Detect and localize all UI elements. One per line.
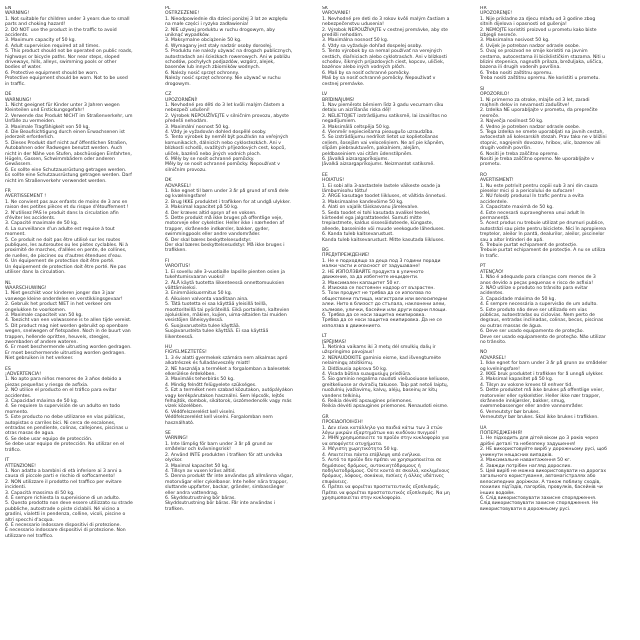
- warning-item: 5. Dit product mag niet worden gebruikt op openbare wegen, snelwegen of fietspaden. Noch in de buurt van trappen, hellende opritten, heuvels, steegjes, zwembaden of andere wateren.: [5, 323, 131, 345]
- warning-section-lv: [322, 92, 450, 168]
- warning-section-es: [5, 367, 133, 454]
- language-code: NL: [5, 280, 11, 286]
- warning-item: 5. Este produto não deve ser utilizado em vias públicas, autoestradas ou ciclovias. Nem perto de degraus, entradas inclinadas, colinas, becos, piscinas ou outras massas de água.: [480, 307, 604, 329]
- language-code: HU: [165, 344, 172, 350]
- warning-title: UPOZORENJE!: [480, 11, 513, 17]
- warning-item: 2. НЕ ИЗПОЛЗВАЙТЕ продукта в уличното движение, за да избегнете инциденти.: [322, 269, 424, 281]
- warning-item: 4. Tillsyn av vuxen krävs alltid.: [165, 468, 236, 474]
- warning-item: 1. Ikke egnet for barn under 3 år på grunn av smådeler og kvelningsfare!: [480, 361, 608, 372]
- warning-title: AVERTISMENT!: [480, 178, 514, 184]
- warning-item: 4. Uvijek je potreban nadzor odrasle osobe.: [480, 43, 581, 49]
- warning-item: 5. Αυτό το προϊόν δεν πρέπει να χρησιμοποιείται σε δημόσιους δρόμους, αυτοκινητόδρομους ή ποδηλατοδρόμους. Ούτε κοντά σε σκαλιά, κεκλιμένους δρόμους, λόφους, σοκάκια, πισίνες ή άλλες υδάτινες επιφάνειες.: [322, 458, 450, 485]
- warning-item: 4. Изисква се постоянен надзор от възрастен.: [322, 285, 435, 291]
- warning-summary: Należy nosić sprzęt ochronny. Nie używać w ruchu drogowym.: [165, 76, 281, 87]
- warning-item: 1. Inte lämplig för barn under 3 år på grund av smådelar och kvävningsrisk!: [165, 441, 273, 453]
- warning-section-dk: [165, 178, 293, 254]
- warning-item: 6. Er moet beschermende uitrusting worden gedragen.: [5, 345, 132, 351]
- warning-summary: Védőfelszerelést kell viselni. Forgalomban nem használható.: [165, 415, 273, 426]
- warning-title: ПРЕДУПРЕЖДЕНИЕ!: [322, 253, 370, 259]
- language-code: LV: [322, 92, 328, 98]
- language-code: LT: [322, 334, 327, 340]
- label-column-4: [480, 6, 608, 634]
- warning-title: AVERTISSEMENT !: [5, 194, 47, 200]
- warning-item: 3. Capacità massima di 50 kg.: [5, 490, 75, 496]
- warning-item: 6. Védőfelszerelést kell viselni.: [165, 409, 236, 415]
- warning-item: 5. Denna produkt får inte användas på allmänna vägar, motorvägar eller cykelbanor. Inte heller nära trappor, sluttande uppfarter, backar, gränder, simbassänger eller andra vattendrag.: [165, 474, 293, 496]
- warning-section-bg: [322, 248, 450, 329]
- warning-title: ¡ADVERTENCIA!: [5, 372, 42, 377]
- warning-item: 6. Mali by sa nosiť ochranné pomôcky.: [322, 70, 410, 76]
- warning-item: 1. Ni primerno za otroke, mlajše od 3 let, zaradi majhnih delov in nevarnosti zadušitve!: [480, 97, 590, 108]
- warning-title: HOIATUS!: [322, 178, 345, 184]
- warning-summary: Verneutstyr bør brukes. Skal ikke brukes i trafikken.: [480, 415, 599, 421]
- warning-title: ATENÇÃO!: [480, 269, 504, 275]
- warning-summary: Πρέπει να φοριέται προστατευτικός εξοπλισμός. Να μη χρησιμοποιείται στην κυκλοφορία.: [322, 490, 450, 501]
- warning-item: 2. Výrobok NEPOUŽÍVAJTE v cestnej premávke, aby ste predišli nehodám.: [322, 27, 448, 39]
- warning-item: 2. ÄLÄ käytä tuotetta liikenteessä onnettomuuksien välttämiseksi.: [165, 280, 285, 291]
- warning-item: 6. Se debe usar equipo de protección.: [5, 436, 93, 442]
- warning-item: 1. Nevhodné pre deti do 3 rokov kvôli malým častiam a nebezpečenstvu udusenia!: [322, 16, 450, 28]
- warning-item: 4. Este necesară supravegherea unui adult în permanență.: [480, 210, 585, 222]
- warning-item: 2. Izdelka NE uporabljajte v prometu, da preprečite nesreče.: [480, 108, 598, 119]
- warning-section-fr: [5, 189, 133, 276]
- warning-section-nl: [5, 281, 133, 362]
- warning-summary: Jāvalkā aizsargaprīkojums. Neizmantot satiksmē.: [322, 162, 435, 168]
- warning-item: 5. Tento výrobok by sa nemal používať na verejných cestách, diaľniciach alebo cyklotrasách. Ani v blízkosti schodov, šikmých príjazdových ciest, kopcov, uličiek, bazénov alebo iných vodných plôch.: [322, 49, 447, 71]
- language-code: SE: [165, 431, 171, 437]
- warning-item: 4. Завжди потрібен нагляд дорослих.: [480, 463, 572, 469]
- warning-item: 2. NE használja a terméket a forgalomban a balesetek elkerülése érdekében.: [165, 366, 290, 377]
- warning-summary: È necessario indossare dispositivi di protezione. Non utilizzare nel traffico.: [5, 528, 126, 539]
- warning-title: VARNING!: [165, 436, 188, 442]
- warning-title: VAROVANIE!: [322, 11, 351, 17]
- warning-item: 4. Alati on vajalik täiskasvanu järelevalve.: [322, 205, 419, 211]
- warning-item: 1. Nu este potrivit pentru copiii sub 3 ani din cauza pieselor mici și a pericolului de sufocare!: [480, 183, 598, 194]
- warning-item: 6. Deve ser usado equipamento de proteção.: [480, 329, 584, 335]
- warning-item: 1. Non adatto a bambini di età inferiore ai 3 anni a causa di piccole parti e rischio di soffocamento!: [5, 468, 122, 480]
- warning-item: 3. Maximale Tragfähigkeit von 50 kg.: [5, 124, 90, 130]
- warning-section-hu: [165, 345, 293, 426]
- warning-item: 1. Not suitable for children under 3 years due to small parts and choking hazard!: [5, 16, 130, 28]
- language-code: EN: [5, 6, 12, 11]
- warning-item: 3. Maksimaalne kandevõime 50 kg.: [322, 199, 404, 205]
- warning-item: 6. Protective equipment should be worn.: [5, 70, 99, 76]
- language-code: EE: [322, 172, 328, 178]
- warning-item: 1. Nije prikladno za djecu mlađu od 3 godine zbog sitnih dijelova i opasnosti od gušenja!: [480, 16, 596, 28]
- warning-item: 3. Maksimālā celtspēja 50 kg.: [322, 124, 391, 130]
- warning-section-ua: [480, 426, 608, 513]
- language-code: SK: [322, 6, 328, 11]
- warning-item: 4. Wymagany jest stały nadzór osoby dorosłej.: [165, 43, 273, 49]
- warning-title: FIGYELMEZTETÉS!: [165, 350, 207, 356]
- warning-summary: Der skal bæres beskyttelsesudstyr. Må ikke bruges i trafikken.: [165, 243, 285, 254]
- warning-summary: Protective equipment should be worn. Not to be used in traffic.: [5, 76, 128, 87]
- language-code: HR: [480, 6, 487, 11]
- warning-item: 1. Nav piemērots bērniem līdz 3 gadu vecumam sīku detaļu un aizrīšanās riska dēļ!: [322, 102, 444, 114]
- warning-item: 5. Questo prodotto non deve essere utilizzato su strade pubbliche, autostrade o piste ciclabili. Né vicino a gradini, vialetti in pendenza, colline, vicoli, piscine o altri specchi d'acqua.: [5, 501, 133, 523]
- warning-item: 5. Dieses Produkt darf nicht auf öffentlichen Straßen, Autobahnen oder Radwegen benutzt werden. Auch nicht in der Nähe von Stufen, abschüssigen Einfahrten, Hügeln, Gassen, Schwimmbädern oder anderen Gewässern.: [5, 140, 132, 168]
- warning-item: 4. Visada būtina suaugusiųjų priežiūra.: [322, 372, 412, 377]
- label-column-2: [165, 6, 293, 634]
- warning-item: 3. Največja nosilnost 50 kg.: [480, 119, 544, 125]
- warning-item: 4. Vienmēr nepieciešama pieaugušo uzraudzība.: [322, 129, 434, 135]
- warning-item: 5. Tätä tuotetta ei saa käyttää yleisillä teillä, moottoriteillä tai pyöräteillä. Eikä portaiden, kaltevien ajoluiskien, mäkien, kujien, uima-altaiden tai muiden vesistöjen läheisyydessä.: [165, 302, 290, 324]
- warning-item: 6. Należy nosić sprzęt ochronny.: [165, 70, 240, 76]
- warning-item: 6. Jāvalkā aizsargaprīkojums.: [322, 156, 389, 162]
- warning-item: 6. Un équipement de protection doit être porté.: [5, 259, 115, 265]
- warning-summary: Reikia dėvėti apsaugines priemones. Nenaudoti eisme.: [322, 404, 449, 410]
- warning-item: 6. Reikia dėvėti apsaugines priemones.: [322, 399, 413, 405]
- warning-item: 1. Ei sobi alla 3-aastastele lastele väikeste osade ja lämbumisohu tõttu!: [322, 183, 441, 194]
- warning-summary: Trebuie purtat echipament de protecție. A nu se utiliza în trafic.: [480, 248, 606, 259]
- warning-item: 1. Nevhodné pro děti do 3 let kvůli malým částem a nebezpečí udušení!: [165, 102, 285, 114]
- warning-section-no: [480, 350, 608, 420]
- warning-item: 4. Mindig felnőtt felügyelete szükséges.: [165, 382, 257, 388]
- warning-title: WAARSCHUWING!: [5, 285, 47, 291]
- language-code: NO: [480, 350, 488, 356]
- warning-item: 4. Aikuisen valvonta vaaditaan aina.: [165, 296, 249, 302]
- warning-item: 5. Цей виріб не можна використовувати на дорогах загального користування, автомагістралях або велосипедних доріжках. А також поблизу сходів, похилих під'їздів, пагорбів, провулків, басейнів чи інших водойм.: [480, 468, 607, 496]
- warning-item: 1. Nieodpowiednie dla dzieci poniżej 3 lat ze względu na małe części i ryzyko zadławienia!: [165, 16, 288, 28]
- warning-item: 4. È sempre richiesta la supervisione di un adulto.: [5, 495, 121, 501]
- warning-item: 4. Απαιτείται πάντα επίβλεψη από ενήλικα.: [322, 452, 422, 458]
- warning-item: 2. IKKE bruk produktet i trafikken for å unngå ulykker.: [480, 372, 604, 377]
- warning-section-fi: [165, 259, 293, 340]
- warning-title: ĮSPĖJIMAS!: [322, 339, 347, 345]
- warning-title: ADVARSEL!: [165, 183, 192, 189]
- warning-item: 6. Suojavarusteita tulee käyttää.: [165, 323, 241, 329]
- language-code: PL: [165, 6, 171, 11]
- warning-item: 4. Der kræves altid opsyn af en voksen.: [165, 210, 257, 216]
- warning-section-ro: [480, 173, 608, 260]
- warning-section-lt: [322, 334, 450, 410]
- warning-title: ATTENZIONE!: [5, 463, 36, 469]
- warning-item: 1. 3 év alatti gyermekek számára nem alkalmas apró alkatrészek és fulladásveszély miatt!: [165, 355, 288, 367]
- language-code: DK: [165, 178, 172, 184]
- warning-item: 5. Този продукт не трябва да се използва по обществени пътища, магистрали или велосипедни алеи. Нито в близост до стъпала, наклонени алеи, хълмове, улички, басейни или други водни площи.: [322, 291, 448, 313]
- warning-item: 6. Trebuie purtat echipament de protecție.: [480, 243, 578, 249]
- warning-item: 2. Använd INTE produkten i trafiken för att undvika olyckor.: [165, 452, 283, 464]
- warning-item: 6. Kanda tuleb kaitsevarustust.: [322, 232, 394, 238]
- warning-item: 6. Nositi je treba zaščitno opremo.: [480, 151, 559, 157]
- warning-item: 3. Maksimal kapacitet på 50 kg.: [165, 205, 239, 211]
- warning-item: 1. Δεν είναι κατάλληλο για παιδιά κάτω των 3 ετών λόγω μικρών εξαρτημάτων και κινδύνου πνιγμού!: [322, 425, 443, 437]
- warning-section-gr: [322, 415, 450, 502]
- warning-section-de: [5, 92, 133, 184]
- warning-summary: Nositi je treba zaščitno opremo. Ne uporabljajte v prometu.: [480, 156, 594, 168]
- warning-summary: Skyddsutrustning bör bäras. Får inte användas i trafiken.: [165, 501, 276, 512]
- warning-item: 3. Capacidade máxima de 50 kg.: [480, 296, 556, 302]
- warning-section-it: [5, 458, 133, 539]
- warning-title: OPOZORILO!: [480, 92, 510, 98]
- language-code: FR: [5, 189, 11, 194]
- warning-item: 2. Verwende das Produkt NICHT im Straßenverkehr, um Unfälle zu vermeiden.: [5, 113, 133, 125]
- warning-summary: Měly by se nosit ochranné pomůcky. Nepoužívat v silničním provozu.: [165, 162, 280, 173]
- warning-summary: Слід використовувати захисне спорядження. Не використовувати в дорожньому русі.: [480, 501, 599, 512]
- warning-section-en: [5, 6, 133, 87]
- warning-summary: Es sollte eine Schutzausrüstung getragen werden. Darf nicht im Straßenverkehr verwendet werden.: [5, 173, 132, 184]
- warning-item: 1. Ikke egnet til børn under 3 år på grund af små dele og kvælningsfare!: [165, 189, 289, 200]
- warning-item: 2. NO utilice el producto en el tráfico para evitar accidentes.: [5, 388, 117, 399]
- warning-item: 1. Não é adequado para crianças com menos de 3 anos devido a peças pequenas e risco de asfixia!: [480, 275, 596, 286]
- warning-item: 5. Este producto no debe utilizarse en vías públicas, autopistas o carriles bici. Ni cerca de escalones, entradas en pendiente, colinas, callejones, piscinas u otras masas de agua.: [5, 415, 128, 437]
- warning-item: 2. NENAUDOKITE gaminio eisme, kad išvengtumėte nelaimingų atsitikimų.: [322, 355, 441, 367]
- warning-summary: Treba nositi zaštitnu opremu. Ne koristiti u prometu.: [480, 76, 600, 82]
- warning-summary: Mali by sa nosiť ochranné pomôcky. Nepoužívať v cestnej premávke.: [322, 76, 436, 87]
- warning-item: 5. Ce produit ne doit pas être utilisé sur les routes publiques, les autoroutes ou les pistes cyclables. Ni à proximité de marches, d'allées en pente, de collines, de ruelles, de piscines ou d'autres étendues d'eau.: [5, 237, 128, 259]
- warning-item: 3. Maximum capacity of 50 kg.: [5, 38, 77, 44]
- warning-section-sk: [322, 6, 450, 87]
- warning-title: ΠΡΟΕΙΔΟΠΟΙΗΣΗ!: [322, 420, 363, 426]
- warning-section-si: [480, 87, 608, 168]
- warning-summary: Er moet beschermende uitrusting worden gedragen. Niet gebruiken in het verkeer.: [5, 350, 126, 362]
- warning-summary: Deve ser usado equipamento de proteção. Não utilizar no trânsito.: [480, 334, 606, 345]
- warning-item: 1. Niet geschikt voor kinderen jonger dan 3 jaar vanwege kleine onderdelen en verstikkingsgevaar!: [5, 291, 123, 302]
- warning-item: 4. Vždy sa vyžaduje dohľad dospelej osoby.: [322, 43, 422, 49]
- warning-item: 2. Brug IKKE produktet i trafikken for at undgå ulykker.: [165, 199, 291, 205]
- warning-section-cz: [165, 92, 293, 173]
- warning-title: WARNUNG!: [5, 97, 32, 103]
- warning-item: 5. Ovaj se proizvod ne smije koristiti na javnim cestama, autocestama ili biciklističkim stazama. Niti u blizini stepenica, nagnutih prilaza, brežuljaka, uličica, bazena ili drugih vodenih površina.: [480, 49, 605, 71]
- warning-item: 4. Vedno je potreben nadzor odrasle osebe.: [480, 124, 581, 130]
- warning-item: 4. Die Beaufsichtigung durch einen Erwachsenen ist jederzeit erforderlich.: [5, 129, 125, 141]
- warning-item: 3. Μέγιστη χωρητικότητα 50 kg.: [322, 447, 399, 453]
- warning-item: 4. La surveillance d'un adulte est requise à tout moment.: [5, 226, 115, 238]
- warning-item: 2. NELIETOJIET izstrādājumu satiksmē, lai izvairītos no negadījumiem.: [322, 113, 447, 125]
- language-code: RO: [480, 172, 487, 178]
- warning-item: 3. Capacidad máxima de 50 kg.: [5, 399, 79, 405]
- warning-item: 6. Verneutstyr bør brukes.: [480, 409, 540, 415]
- warning-summary: Kanda tuleb kaitsevarustust. Mitte kasutada liikluses.: [322, 237, 445, 243]
- warning-item: 3. Capacité maximale de 50 kg.: [5, 221, 79, 227]
- warning-item: 5. Acest produs nu trebuie utilizat pe drumuri publice, autostrăzi sau piste pentru biciclete. Nici în apropierea treptelor, aleilor în pantă, dealurilor, aleilor, piscinelor sau a altor întinderi de apă.: [480, 221, 606, 243]
- warning-item: 4. Toezicht van een volwassene is te allen tijde vereist.: [5, 318, 132, 324]
- warning-item: 1. Не підходить для дітей віком до 3 років через дрібні деталі та небезпеку задушення!: [480, 436, 599, 447]
- warning-item: 3. Maximální nosnost 50 kg.: [165, 124, 230, 130]
- warning-item: 5. Ezt a terméket nem szabad közutakon, autópályákon vagy kerékpárutakon használni. Sem lépcsők, lejtős felhajtók, dombok, sikátorok, úszómedencék vagy más vizek közelében.: [165, 388, 293, 410]
- warning-item: 6. Es sollte eine Schutzausrüstung getragen werden.: [5, 167, 127, 173]
- warning-item: 2. ÄRGE kasutage toodet liikluses, et vältida õnnetusi.: [322, 194, 447, 200]
- warning-item: 1. Nicht geeignet für Kinder unter 3 Jahren wegen Kleinteilen und Erstickungsgefahr!: [5, 102, 120, 114]
- warning-title: UPOZORNĚNÍ!: [165, 97, 198, 103]
- warning-item: 6. È necessario indossare dispositivi di protezione.: [5, 522, 121, 528]
- warning-item: 5. Dette produkt må ikke bruges på offentlige veje, motorveje eller cykelstier. Heller ikke i nærheden af trapper, skrånende indkørsler, bakker, gyder, swimmingpools eller andre vandområder.: [165, 216, 284, 238]
- warning-item: 1. Не е подходящо за деца под 3 години поради малки части и опасност от задушаване!: [322, 258, 441, 270]
- warning-item: 3. Maximális teherbírás 50 kg.: [165, 377, 235, 383]
- warning-item: 5. Šo izstrādājumu nedrīkst lietot uz koplietošanas ceļiem, šosejām vai veloceliņiem. Ne arī pie kāpnēm, slīpām piebrauktuvēm, pakalniem, alejām, peldbaseiniem vai citām ūdenstilpnēm.: [322, 135, 445, 157]
- warning-item: 5. Dette produktet må ikke brukes på offentlige veier, motorveier eller sykkelstier. Heller ikke nær trapper, skrånende innkjørsler, bakker, smug, svømmebassenger eller andre vannområder.: [480, 388, 604, 410]
- warning-item: 3. Maximal kapacitet 50 kg.: [165, 463, 229, 469]
- warning-item: 2. NEMOJTE koristiti proizvod u prometu kako biste izbjegli nesreće.: [480, 27, 597, 39]
- warning-item: 2. NIE używaj produktu w ruchu drogowym, aby uniknąć wypadków.: [165, 27, 275, 39]
- warning-item: 4. Tilsyn av voksne kreves til enhver tid.: [480, 382, 573, 388]
- warning-item: 3. Maksimal kapasitet på 50 kg.: [480, 377, 554, 383]
- language-code: ES: [5, 366, 11, 372]
- warning-item: 6. Skyddsutrustning bör bäras.: [165, 495, 236, 501]
- warning-item: 5. Tento výrobek by neměl být používán na veřejných komunikacích, dálnicích nebo cyklostezkách. Ani v blízkosti schodů, svažitých příjezdových cest, kopců, uliček, bazénů nebo jiných vodních ploch.: [165, 135, 289, 157]
- warning-title: ADVARSEL!: [480, 355, 507, 361]
- warning-title: ПОПЕРЕДЖЕННЯ!: [480, 431, 523, 437]
- warning-item: 1. Netinka vaikams iki 3 metų dėl smulkių dalių ir užspringimo pavojaus!: [322, 344, 436, 356]
- warning-item: 2. NON utilizzare il prodotto nel traffico per evitare incidenti.: [5, 479, 122, 491]
- warning-item: 1. No apto para niños menores de 3 años debido a piezas pequeñas y riesgo de asfixia.: [5, 377, 122, 388]
- warning-section-pl: [165, 6, 293, 87]
- warning-item: 5. Seda toodet ei tohi kasutada avalikel teedel, kiirteedel ega jalgrattateedel. Samuti mitte trepiastmete, kaldus sissesõiduteede, küngaste, alleede, basseinide või muude veekogude läheduses.: [322, 210, 445, 232]
- warning-item: 4. Vždy je vyžadován dohled dospělé osoby.: [165, 129, 267, 135]
- warning-item: 5. This product should not be operated on public roads, highways or bicycle paths. Nor near steps, sloped driveways, hills, alleys, swimming pools or other bodies of water.: [5, 49, 133, 71]
- warning-item: 2. Gebruik het product NIET in het verkeer om ongelukken te voorkomen.: [5, 302, 112, 313]
- warning-item: 2. DO NOT use the product in the traffic to avoid accidents.: [5, 27, 117, 39]
- warning-item: 2. ΜΗΝ χρησιμοποιείτε το προϊόν στην κυκλοφορία για να αποφύγετε ατυχήματα.: [322, 436, 449, 447]
- language-code: DE: [5, 92, 12, 98]
- warning-summary: Трябва да се носи защитна екипировка. Да не се използва в движението.: [322, 318, 442, 329]
- warning-item: 6. Der skal bæres beskyttelsesudstyr.: [165, 237, 252, 243]
- warning-item: 3. Capacitate maximă de 50 kg.: [480, 205, 554, 211]
- warning-item: 5. Tega izdelka ne smete uporabljati na javnih cestah, avtocestah ali kolesarskih stezah. Prav tako ne v bližini stopnic, nagnjenih dovozov, hribov, ulic, bazenov ali drugih vodnih površin.: [480, 129, 607, 152]
- label-column-1: [5, 6, 133, 634]
- warning-item: 3. Didžiausia apkrova 50 kg.: [322, 366, 388, 372]
- warning-section-se: [165, 431, 293, 512]
- warning-item: 3. Максимальне навантаження 50 кг.: [480, 458, 572, 464]
- warning-item: 2. N'utilisez PAS le produit dans la circulation afin d'éviter les accidents.: [5, 210, 119, 222]
- warning-item: 3. Maksymalne obciążenie 50 kg.: [165, 38, 242, 44]
- warning-item: 1. Ne convient pas aux enfants de moins de 3 ans en raison des petites pièces et du risque d'étouffement !: [5, 199, 129, 211]
- warning-item: 3. Enimmäiskuormitus 50 kg.: [165, 291, 233, 297]
- warning-item: 4. Adult supervision required at all times.: [5, 43, 100, 49]
- warning-item: 2. NÃO utilize o produto no trânsito para evitar acidentes.: [480, 285, 588, 297]
- warning-summary: Se debe usar equipo de protección. No utilizar en el tráfico.: [5, 442, 125, 453]
- warning-item: 5. Šio gaminio negalima naudoti viešuosiuose keliuose, greitkeliuose ar dviračių takuose. Taip pat netoli laiptų, nuožulnių įvažiavimų, kalvų, alėjų, baseinų ar kitų vandens telkinių.: [322, 377, 450, 399]
- warning-summary: Suojavarusteita tulee käyttää. Ei saa käyttää liikenteessä.: [165, 329, 269, 340]
- language-code: PT: [480, 264, 486, 270]
- language-code: UA: [480, 425, 487, 431]
- warning-item: 3. Maximálna nosnosť 50 kg.: [322, 38, 389, 44]
- warning-item: 2. НЕ використовуйте виріб у дорожньому русі, щоб уникнути нещасних випадків.: [480, 447, 607, 458]
- label-column-3: [322, 6, 450, 634]
- warning-item: 3. Maximale capaciteit van 50 kg.: [5, 312, 83, 318]
- warning-item: 3. Maksimalna nosivost 50 kg.: [480, 38, 550, 44]
- warning-item: 6. Πρέπει να φοριέται προστατευτικός εξοπλισμός.: [322, 485, 441, 491]
- language-code: SI: [480, 86, 485, 92]
- warning-item: 6. Treba nositi zaštitnu opremu.: [480, 70, 553, 76]
- warning-section-pt: [480, 264, 608, 345]
- language-code: BG: [322, 248, 329, 254]
- warning-title: OSTRZEŻENIE!: [165, 11, 200, 17]
- warning-item: 6. Трябва да се носи защитна екипировка.: [322, 312, 426, 318]
- warning-item: 2. NU folosiți produsul în trafic pentru a evita accidentele.: [480, 194, 584, 205]
- warning-item: 1. Ei sovellu alle 3-vuotiaille lapsille pienten osien ja tukehtumisvaaran vuoksi!: [165, 269, 285, 281]
- warning-title: BRĪDINĀJUMS!: [322, 97, 355, 103]
- warning-summary: Un équipement de protection doit être porté. Ne pas utiliser dans la circulation.: [5, 264, 126, 276]
- warning-title: VAROITUS!: [165, 264, 191, 270]
- language-code: IT: [5, 458, 10, 464]
- language-code: GR: [322, 414, 329, 420]
- warning-title: WARNING!: [5, 11, 30, 17]
- warning-item: 4. É sempre necessária a supervisão de um adulto.: [480, 302, 598, 308]
- language-code: FI: [165, 258, 169, 264]
- warning-section-hr: [480, 6, 608, 82]
- language-code: CZ: [165, 92, 172, 98]
- warning-section-ee: [322, 173, 450, 243]
- warning-item: 2. Výrobek NEPOUŽÍVEJTE v silničním provozu, abyste předešli nehodám.: [165, 113, 289, 125]
- warning-item: 5. Produktu nie należy używać na drogach publicznych, autostradach ani ścieżkach rowerowych. Ani w pobliżu schodów, pochyłych podjazdów, wzgórz, alejek, basenów lub innych zbiorników wodnych.: [165, 49, 293, 71]
- warning-item: 6. Слід використовувати захисне спорядження.: [480, 495, 597, 501]
- warning-item: 4. Se requiere la supervisión de un adulto en todo momento.: [5, 404, 121, 415]
- warning-item: 6. Měly by se nosit ochranné pomůcky.: [165, 156, 255, 162]
- warning-item: 3. Максимален капацитет 50 кг.: [322, 280, 401, 286]
